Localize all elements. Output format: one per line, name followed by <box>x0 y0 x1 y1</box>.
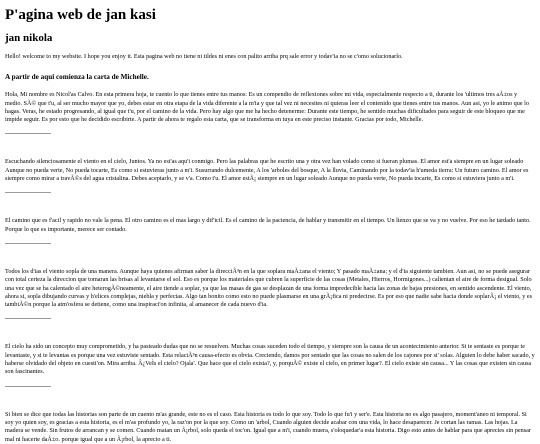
section-heading: A partir de aqui comienza la carta de Michelle. <box>5 73 149 82</box>
divider <box>5 386 51 387</box>
letter-paragraph-2: Escuchando silenciosamente el viento en el cielo, Juntos. Ya no est'as aqu'i conmigo. Pero las palabras que he escrito una y otra vez han volado como si fueran plumas. El amor est'a siempre en un lugar soleado Aunque no pueda verte, No pueda tocarte, Es como si estuvieras junto a m'i. Susurrando dulcemente, A los 'arboles del bosque, A la lluvia, Caminando por la todav'ia h'umeda tierra: Un futuro camino. El amor es siempre como mirar a travÃ©s del agua cristalina. Debes aceptarlo, y se v'a. Como t'u. El amor estÃ¡ siempre en un lugar soleado Aunque no pueda verte, No pueda tocarte, Es como si estuviera junto a m'i. <box>5 158 529 183</box>
letter-paragraph-4: Todos los d'ias el viento sopla de una manera. Aunque haya quienes afirman saber la direcciÃ³n en la que soplara maÃ±ana el viento; Y pasado maÃ±ana; y el d'ia siguiente tambien. Aun asi, no se puede asegurar con total certeza la direccion que tomaran las brisas al levantarse el sol. Eso es porque los materiales que cubren la superficie de las cosas (Metales, Hierros, Hormigones...) calientan el aire de forma desigual. Solo una vez que se ha calentado el aire heterogÃ©neamente, el aire tiende a soplar, ya que las masas de gas se desplazan de una forma impredecible hacia las zonas de bajas presiones, en sentido ascendente. El viento, ahora si, sopla dibujando curvas y h'elices complejas, niebla y perfectas. Algo tan bonito como esto no puede plasmarse en una grÃ¡fica ni predecirse. Es por eso que nadie sabe hacia donde soplarÃ¡ el viento, y es tambiÃ©n porque la atm'osfera se detiene, como una inspiraci'on infinita, al amanecer de cada nuevo d'ia. <box>5 267 533 309</box>
author-name: jan nikola <box>5 32 53 44</box>
letter-paragraph-3: El camino que es f'acil y rapido no vale la pena. El otro camino es el mas largo y dif'icil. Es el camino de la paciencia, de hablar y transmitir en el tiempo. Un lienzo que se va y no vuelve. Por eso he tardado tanto. Porque lo que es importante, merece ser contado. <box>5 217 531 233</box>
letter-paragraph-6: Si bien se dice que todas las historias son parte de un cuento m'as grande, este no es el caso. Esta historia es todo lo que soy. Todo lo que fu'i y ser'e. Esta historia no es algo pasajero, moment'aneo ni temporal. Si soy yo quien soy, es gracias a esta historia, es el m'as profundo yo, la raz'on por la que soy. Como un 'arbol, Cuando alguien decide acabar con una vida, lo hace desaparecer. Je cortan las ramas. Las hojas. La madera se vende. Sin frutos de arrancan y se comen. Cuando matan un Ã¡rbol, solo queda el toc'on. Igual que a m'i, cuando muera, s'oloquedar'a esta historia. Digo esto antes de hablar para que aprecies sin pensar mal ni hacerte daÃ±o. porque igual que a un Ã¡rbol, la aprecio a ti. <box>5 410 531 443</box>
intro-text: Hello! welcome to my website. I hope you enjoy it. Esta pagina web no tiene ni tildes ni enes con palito arriba prq sale error y todav'ia no se c'omo solucionarlo. <box>5 53 403 60</box>
divider <box>5 133 51 134</box>
divider <box>5 192 51 193</box>
divider <box>5 318 51 319</box>
letter-paragraph-1: Hola, Mi nombre es Nicol'as Calvo. En esta primera hoja, te cuento lo que tienes entre tus manos: Es un compendio de reflexiones sobre mi vida, especialmente respecto a ti, durante los 'ultimos tres aÃ±os y medio. SÃ© que t'u, al ser mucho mayor que yo, debes estar en otra etapa de la vida diferente a la m'ia y que tal vez ni necesites ni quieras leer el contenido que tienes entre tus manos. Aun asi, yo le animo que lo hagas. Veras, he estado progresando, al igual que t'u, por el camino de la vida. Pero hay algo que me ha hecho detenerme: Durante este tiempo, he sentido muchas dificultades para seguir de este bloqueo que me impide seguir. Es por esto que he decidido escribirte. A partir de ahora te regalo esta carta, que se transforma en tuya en este preciso instante. Gracias por todo, Michelle. <box>5 91 529 124</box>
page-title: P'agina web de jan kasi <box>5 7 156 23</box>
divider <box>5 243 51 244</box>
letter-paragraph-5: El cielo ha sido un concepto muy comprometido, y ha pasteado dudas que no se resuelven. Muchas cosas suceden todo el tiempo, y siempre son la causa de un acontecimiento anterior. Si te sentaste es porque te levantaste, y si te levantas es porque una vez estuviste sentado. Esta relaciÃ³n causa-efecto es obvia. Creciendo, damos por sentado que las cosas no salen de los cajones por si' solas. Alguien lo debe haber sacado, y haberse olvidado del objeto en cuesti'on. Mira arriba. Â¿VeÌs el cielo? Ojala'. Que hace que el cielo exista?, y, porquÃ© existe el cielo, en primer lugar?. El cielo existe sin causa... Y las cosas que existen sin causa son fascinantes. <box>5 343 535 376</box>
